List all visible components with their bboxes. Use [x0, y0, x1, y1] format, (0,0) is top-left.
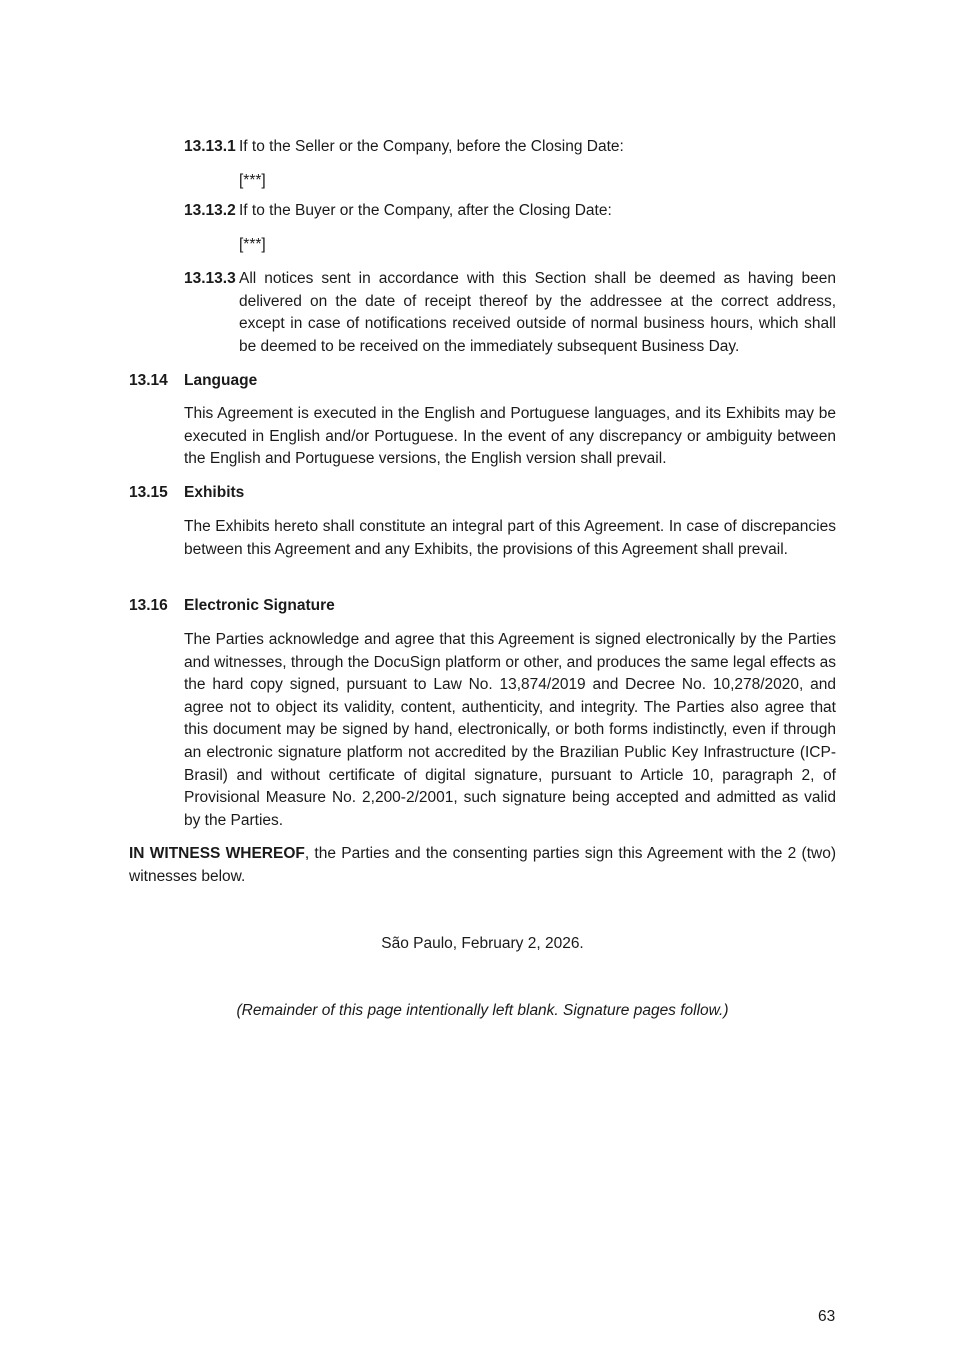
place-date: São Paulo, February 2, 2026.	[381, 935, 584, 952]
clause-address-13-13-2: [***]	[239, 236, 266, 253]
section-number-13-14: 13.14	[129, 372, 168, 389]
witness-paragraph	[129, 843, 836, 888]
section-number-13-15: 13.15	[129, 484, 168, 501]
section-body-language: This Agreement is executed in the English and Portuguese languages, and its Exhibits may be executed in English and/or Portuguese. In the event of any discrepancy or ambiguity between the English and Portuguese versions, the English version shall prevail.	[184, 405, 836, 468]
clause-number-13-13-2: 13.13.2	[184, 202, 236, 219]
clause-number-13-13-3: 13.13.3	[184, 270, 236, 287]
witness-rest: , the Parties and the consenting parties sign this Agreement with the 2 (two) witnesses below.	[129, 845, 836, 885]
clause-text-13-13-1: If to the Seller or the Company, before the Closing Date:	[239, 138, 624, 155]
witness-lead: IN WITNESS WHEREOF	[129, 845, 305, 862]
section-body-exhibits: The Exhibits hereto shall constitute an integral part of this Agreement. In case of discrepancies between this Agreement and any Exhibits, the provisions of this Agreement shall prevail.	[184, 518, 836, 558]
section-body-electronic-signature: The Parties acknowledge and agree that this Agreement is signed electronically by the Parties and witnesses, through the DocuSign platform or other, and produces the same legal effects as the hard copy signed, pursuant to Law No. 13,874/2019 and Decree No. 10,278/2020, and agree not to object its validity, content, authenticity, and integrity. The Parties also agree that this document may be signed by hand, electronically, or both forms indistinctly, even if through an electronic signature platform not accredited by the Brazilian Public Key Infrastructure (ICP-Brasil) and without certificate of digital signature, pursuant to Article 10, paragraph 2, of Provisional Measure No. 2,200-2/2001, such signature being accepted and admitted as valid by the Parties.	[184, 631, 836, 829]
section-title-electronic-signature: Electronic Signature	[184, 597, 335, 614]
page-number: 63	[818, 1308, 836, 1325]
remainder-note: (Remainder of this page intentionally left blank. Signature pages follow.)	[236, 1002, 729, 1019]
section-title-exhibits: Exhibits	[184, 484, 245, 501]
clause-text-13-13-2: If to the Buyer or the Company, after the Closing Date:	[239, 202, 612, 219]
clause-address-13-13-1: [***]	[239, 172, 266, 189]
section-number-13-16: 13.16	[129, 597, 168, 614]
clause-number-13-13-1: 13.13.1	[184, 138, 236, 155]
clause-text-13-13-3: All notices sent in accordance with this Section shall be deemed as having been delivered on the date of receipt thereof by the addressee at the correct address, except in case of notifications received outside of normal business hours, which shall be deemed to be received on the immediately subsequent Business Day.	[239, 270, 836, 355]
section-title-language: Language	[184, 372, 258, 389]
